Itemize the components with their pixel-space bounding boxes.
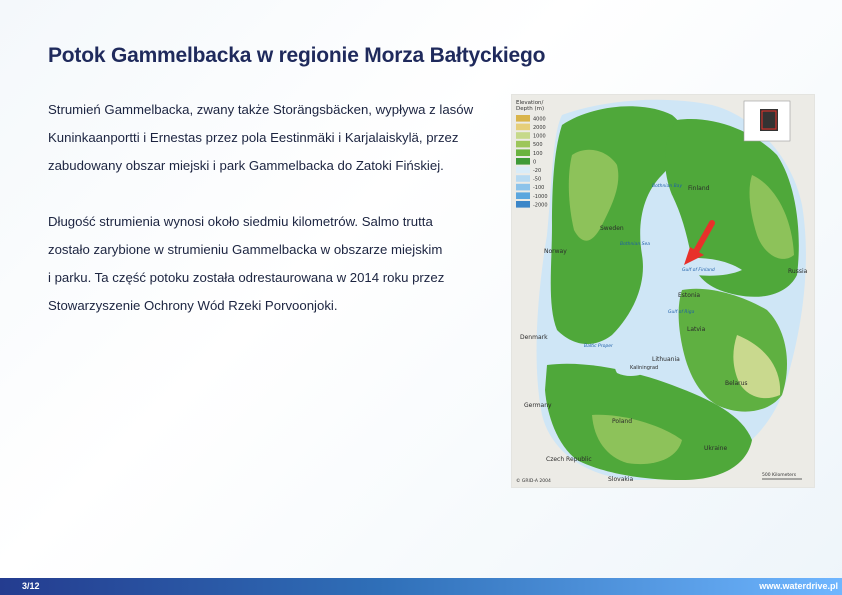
label-gulf-finland: Gulf of Finland [682,268,715,273]
baltic-map [512,95,814,487]
legend-label: 2000 [533,125,546,131]
legend-label: -100 [533,185,545,192]
label-poland: Poland [612,418,633,425]
legend-swatch [516,158,530,165]
legend-swatch [516,141,530,148]
label-norway: Norway [544,248,567,255]
legend-label: 100 [533,150,543,157]
legend-label: -2000 [533,202,548,209]
inset-map [760,109,778,131]
legend-label: -1000 [533,193,548,200]
label-sweden: Sweden [600,225,624,232]
label-baltic-proper: Baltic Proper [584,344,613,349]
scale-label: 500 Kilometers [762,473,797,478]
legend-label: -20 [533,168,542,174]
legend-label: 4000 [533,116,546,123]
inset-locator [744,101,790,141]
label-slovakia: Slovakia [608,476,634,483]
page-number: 3/12 [22,581,40,591]
legend-swatch [516,192,530,199]
body-text [48,96,498,348]
legend-swatch [516,149,530,156]
slide-title: Potok Gammelbacka w regionie Morza Bałtyckiego [48,44,546,67]
paragraph-1: Strumień Gammelbacka, zwany także Storängsbäcken, wypływa z lasów Kuninkaanportti i Ernestas przez pola Eestinmäki i Karjalaiskylä, przez zabudowany obszar miejski i park Gammelbacka do Zatoki Fińskiej. [48,102,474,173]
legend-swatch [516,167,530,174]
label-lithuania: Lithuania [652,356,680,363]
label-ukraine: Ukraine [704,445,728,452]
label-denmark: Denmark [520,334,548,341]
legend-swatch [516,132,530,139]
label-belarus: Belarus [725,380,748,387]
label-gulf-riga: Gulf of Riga [668,310,695,315]
footer-bar [0,578,842,595]
paragraph-2: Długość strumienia wynosi około siedmiu kilometrów. Salmo trutta zostało zarybione w strumieniu Gammelbacka w obszarze miejskim i parku. Ta część potoku została odrestaurowana w 2014 roku przez Stowarzyszenie Ochrony Wód Rzeki Porvoonjoki. [48,214,445,313]
legend-swatch [516,175,530,182]
baltic-map-graphic [512,95,814,487]
label-kaliningrad: Kaliningrad [630,365,659,371]
map-credit: © GRID-A 2004 [516,479,551,484]
legend-label: -50 [533,176,542,183]
label-czech: Czech Republic [546,456,592,463]
legend-label: 0 [533,159,537,166]
label-bothnian-bay: Bothnian Bay [652,184,683,189]
label-estonia: Estonia [678,292,701,299]
legend-swatch [516,115,530,122]
label-finland: Finland [688,185,710,192]
legend-label: 1000 [533,133,546,140]
legend-swatch [516,124,530,131]
label-russia: Russia [788,268,808,275]
legend-title: Elevation/ Depth (m) [516,100,545,112]
legend-label: 500 [533,142,543,149]
legend-swatch [516,201,530,208]
label-latvia: Latvia [687,326,706,333]
label-bothnian-sea: Bothnian Sea [620,242,650,247]
legend-swatch [516,184,530,191]
site-url: www.waterdrive.pl [759,581,838,591]
label-germany: Germany [524,402,552,409]
